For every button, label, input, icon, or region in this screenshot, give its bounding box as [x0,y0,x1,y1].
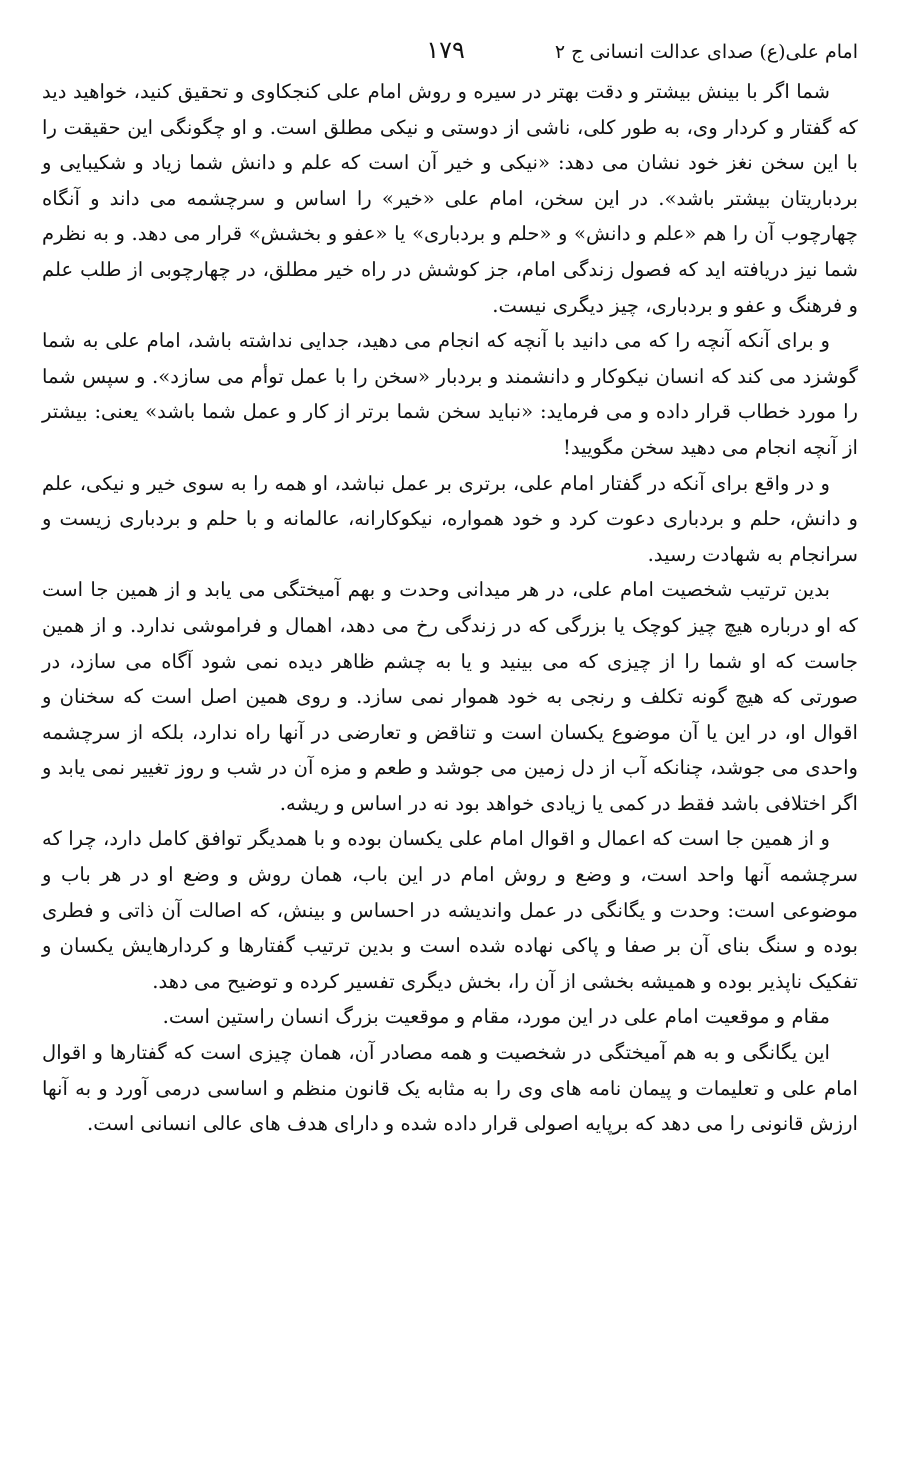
paragraph: بدین ترتیب شخصیت امام علی، در هر میدانی وحدت و بهم آمیختگی می یابد و از همین جا است که او درباره هیچ چیز کوچک یا بزرگی که در زندگی رخ می دهد، اهمال و فراموشی ندارد. و از همین جاست که او شما را از چیزی که می بینید و یا به چشم ظاهر دیده نمی شود آگاه می سازد، در صورتی که هیچ گونه تکلف و رنجی به خود هموار نمی سازد. و روی همین اصل است که سخنان و اقوال او، در این یا آن موضوع یکسان است و تناقض و تعارضی در آنها راه ندارد، بلکه از سرچشمه واحدی می جوشد، چنانکه آب از دل زمین می جوشد و طعم و مزه آن در شب و روز تغییر نمی یابد و اگر اختلافی باشد فقط در کمی یا زیادی خواهد بود نه در اساس و ریشه. [42,578,858,815]
paragraph: شما اگر با بینش بیشتر و دقت بهتر در سیره و روش امام علی کنجکاوی و تحقیق کنید، خواهید دید که گفتار و کردار وی، به طور کلی، ناشی از دوستی و نیکی مطلق است. و او چگونگی این حقیقت را با این سخن نغز خود نشان می دهد: «نیکی و خیر آن است که علم و دانش شما زیاد و شکیبایی و بردباریتان بیشتر باشد». در این سخن، امام علی «خیر» را اساس و سرچشمه می داند و آنگاه چهارچوب آن را هم «علم و دانش» و «حلم و بردباری» یا «عفو و بخشش» قرار می دهد. و به نظرم شما نیز دریافته اید که فصول زندگی امام، جز کوشش در راه خیر مطلق، در چهارچوبی از طلب علم و فرهنگ و عفو و بردباری، چیز دیگری نیست. [42,80,858,317]
page-header [42,30,858,70]
paragraph: و از همین جا است که اعمال و اقوال امام علی یکسان بوده و با همدیگر توافق کامل دارد، چرا که سرچشمه آنها واحد است، و وضع و روش امام در این باب، همان روش و وضع او در هر باب و موضوعی است: وحدت و یگانگی در عمل واندیشه در احساس و بینش، که اصالت آن ذاتی و فطری بوده و سنگ بنای آن بر صفا و پاکی نهاده شده است و بدین ترتیب گفتارها و کردارهایش یکسان و تفکیک ناپذیر بوده و همیشه بخشی از آن را، بخش دیگری تفسیر کرده و توضیح می دهد. [42,827,858,993]
paragraph: مقام و موقعیت امام علی در این مورد، مقام و موقعیت بزرگ انسان راستین است. [162,1005,830,1029]
page-number: ۱۷۹ [426,36,465,64]
book-page [42,30,858,1142]
paragraph: و برای آنکه آنچه را که می دانید با آنچه که انجام می دهید، جدایی نداشته باشد، امام علی به شما گوشزد می کند که انسان نیکوکار و دانشمند و بردبار «سخن را با عمل توأم می سازد». و سپس شما را مورد خطاب قرار داده و می فرماید: «نباید سخن شما برتر از کار و عمل شما باشد» یعنی: بیشتر از آنچه انجام می دهید سخن مگویید! [42,329,858,459]
paragraph: و در واقع برای آنکه در گفتار امام علی، برتری بر عمل نباشد، او همه را به سوی خیر و نیکی، علم و دانش، حلم و بردباری دعوت کرد و خود همواره، نیکوکارانه، عالمانه و با حلم و بردباری زیست و سرانجام به شهادت رسید. [42,471,858,566]
paragraph: این یگانگی و به هم آمیختگی در شخصیت و همه مصادر آن، همان چیزی است که گفتارها و اقوال امام علی و تعلیمات و پیمان نامه های وی را به مثابه یک قانون منظم و اساسی درمی آورد و به آنها ارزش قانونی را می دهد که برپایه اصولی قرار داده شده و دارای هدف های عالی انسانی است. [42,1041,858,1136]
body-text [42,74,858,1142]
running-title: امام علی(ع) صدای عدالت انسانی ج ۲ [554,41,858,63]
